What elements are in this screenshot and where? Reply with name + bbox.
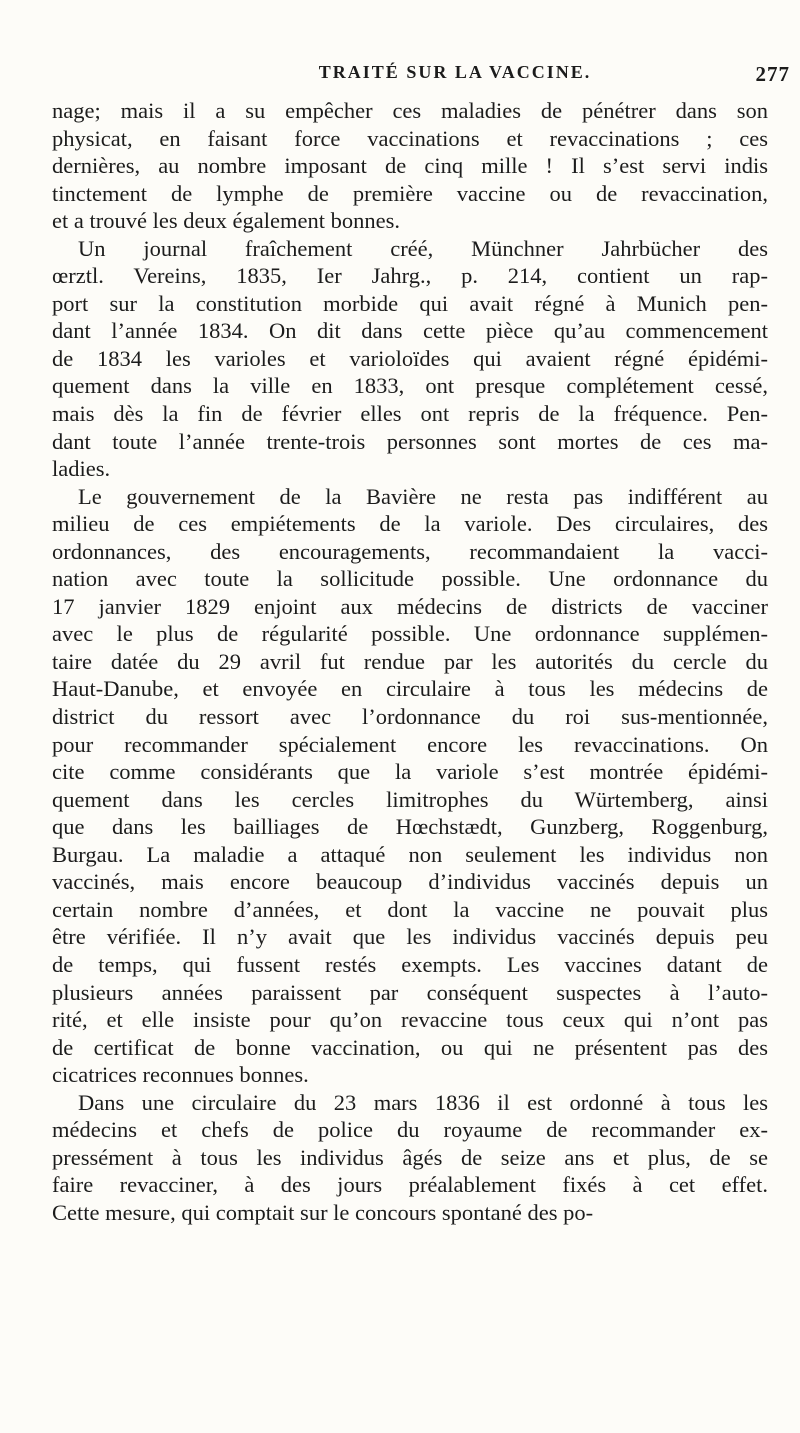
- text-line: œrztl. Vereins, 1835, Ier Jahrg., p. 214, contient un rap-: [52, 263, 768, 289]
- body-text: [52, 97, 768, 1226]
- text-line: Haut-Danube, et envoyée en circulaire à tous les médecins de: [52, 676, 768, 702]
- text-line: 17 janvier 1829 enjoint aux médecins de districts de vacciner: [52, 593, 768, 619]
- page-number: 277: [755, 62, 790, 86]
- text-line: ladies.: [52, 456, 111, 482]
- text-line: nage; mais il a su empêcher ces maladies de pénétrer dans son: [52, 98, 768, 123]
- text-line: Un journal fraîchement créé, Münchner Jahrbücher des: [78, 235, 768, 261]
- text-line: mais dès la fin de février elles ont repris de la fréquence. Pen-: [52, 401, 768, 427]
- text-line: médecins et chefs de police du royaume de recommander ex-: [52, 1117, 768, 1143]
- text-line: milieu de ces empiétements de la variole. Des circulaires, des: [52, 511, 768, 537]
- text-line: de certificat de bonne vaccination, ou qui ne présentent pas des: [52, 1034, 768, 1060]
- running-head: [120, 62, 790, 92]
- text-line: physicat, en faisant force vaccinations et revaccinations ; ces: [52, 125, 768, 151]
- text-line: tinctement de lymphe de première vaccine ou de revaccination,: [52, 180, 768, 206]
- text-line: faire revacciner, à des jours préalablement fixés à cet effet.: [52, 1172, 768, 1198]
- text-line: que dans les bailliages de Hœchstædt, Gunzberg, Roggenburg,: [52, 814, 768, 840]
- text-line: de temps, qui fussent restés exempts. Les vaccines datant de: [52, 951, 768, 977]
- text-line: pour recommander spécialement encore les revaccinations. On: [52, 731, 768, 757]
- text-line: port sur la constitution morbide qui avait régné à Munich pen-: [52, 290, 768, 316]
- text-line: Dans une circulaire du 23 mars 1836 il est ordonné à tous les: [78, 1089, 768, 1115]
- text-line: plusieurs années paraissent par conséquent suspectes à l’auto-: [52, 979, 768, 1005]
- text-line: dant toute l’année trente-trois personnes sont mortes de ces ma-: [52, 428, 768, 454]
- text-line: vaccinés, mais encore beaucoup d’individus vaccinés depuis un: [52, 869, 768, 895]
- text-line: nation avec toute la sollicitude possible. Une ordonnance du: [52, 566, 768, 592]
- text-line: avec le plus de régularité possible. Une ordonnance supplémen-: [52, 621, 768, 647]
- text-line: de 1834 les varioles et varioloïdes qui avaient régné épidémi-: [52, 345, 768, 371]
- text-line: certain nombre d’années, et dont la vaccine ne pouvait plus: [52, 896, 768, 922]
- text-line: Le gouvernement de la Bavière ne resta pas indifférent au: [78, 483, 768, 509]
- text-line: pressément à tous les individus âgés de seize ans et plus, de se: [52, 1144, 768, 1170]
- text-line: être vérifiée. Il n’y avait que les individus vaccinés depuis peu: [52, 924, 768, 950]
- text-line: cicatrices reconnues bonnes.: [52, 1062, 309, 1088]
- text-line: Cette mesure, qui comptait sur le concours spontané des po-: [52, 1199, 594, 1225]
- text-line: et a trouvé les deux également bonnes.: [52, 208, 401, 234]
- text-line: ordonnances, des encouragements, recommandaient la vacci-: [52, 538, 768, 564]
- text-line: Burgau. La maladie a attaqué non seulement les individus non: [52, 841, 768, 867]
- text-line: quement dans les cercles limitrophes du Würtemberg, ainsi: [52, 786, 768, 812]
- text-line: dant l’année 1834. On dit dans cette pièce qu’au commencement: [52, 318, 768, 344]
- text-line: dernières, au nombre imposant de cinq mille ! Il s’est servi indis: [52, 153, 768, 179]
- text-line: rité, et elle insiste pour qu’on revaccine tous ceux qui n’ont pas: [52, 1007, 768, 1033]
- text-line: district du ressort avec l’ordonnance du roi sus-mentionnée,: [52, 704, 768, 730]
- running-title: TRAITÉ SUR LA VACCINE.: [318, 62, 592, 82]
- text-line: quement dans la ville en 1833, ont presque complétement cessé,: [52, 373, 768, 399]
- text-line: taire datée du 29 avril fut rendue par les autorités du cercle du: [52, 648, 768, 674]
- text-line: cite comme considérants que la variole s’est montrée épidémi-: [52, 759, 768, 785]
